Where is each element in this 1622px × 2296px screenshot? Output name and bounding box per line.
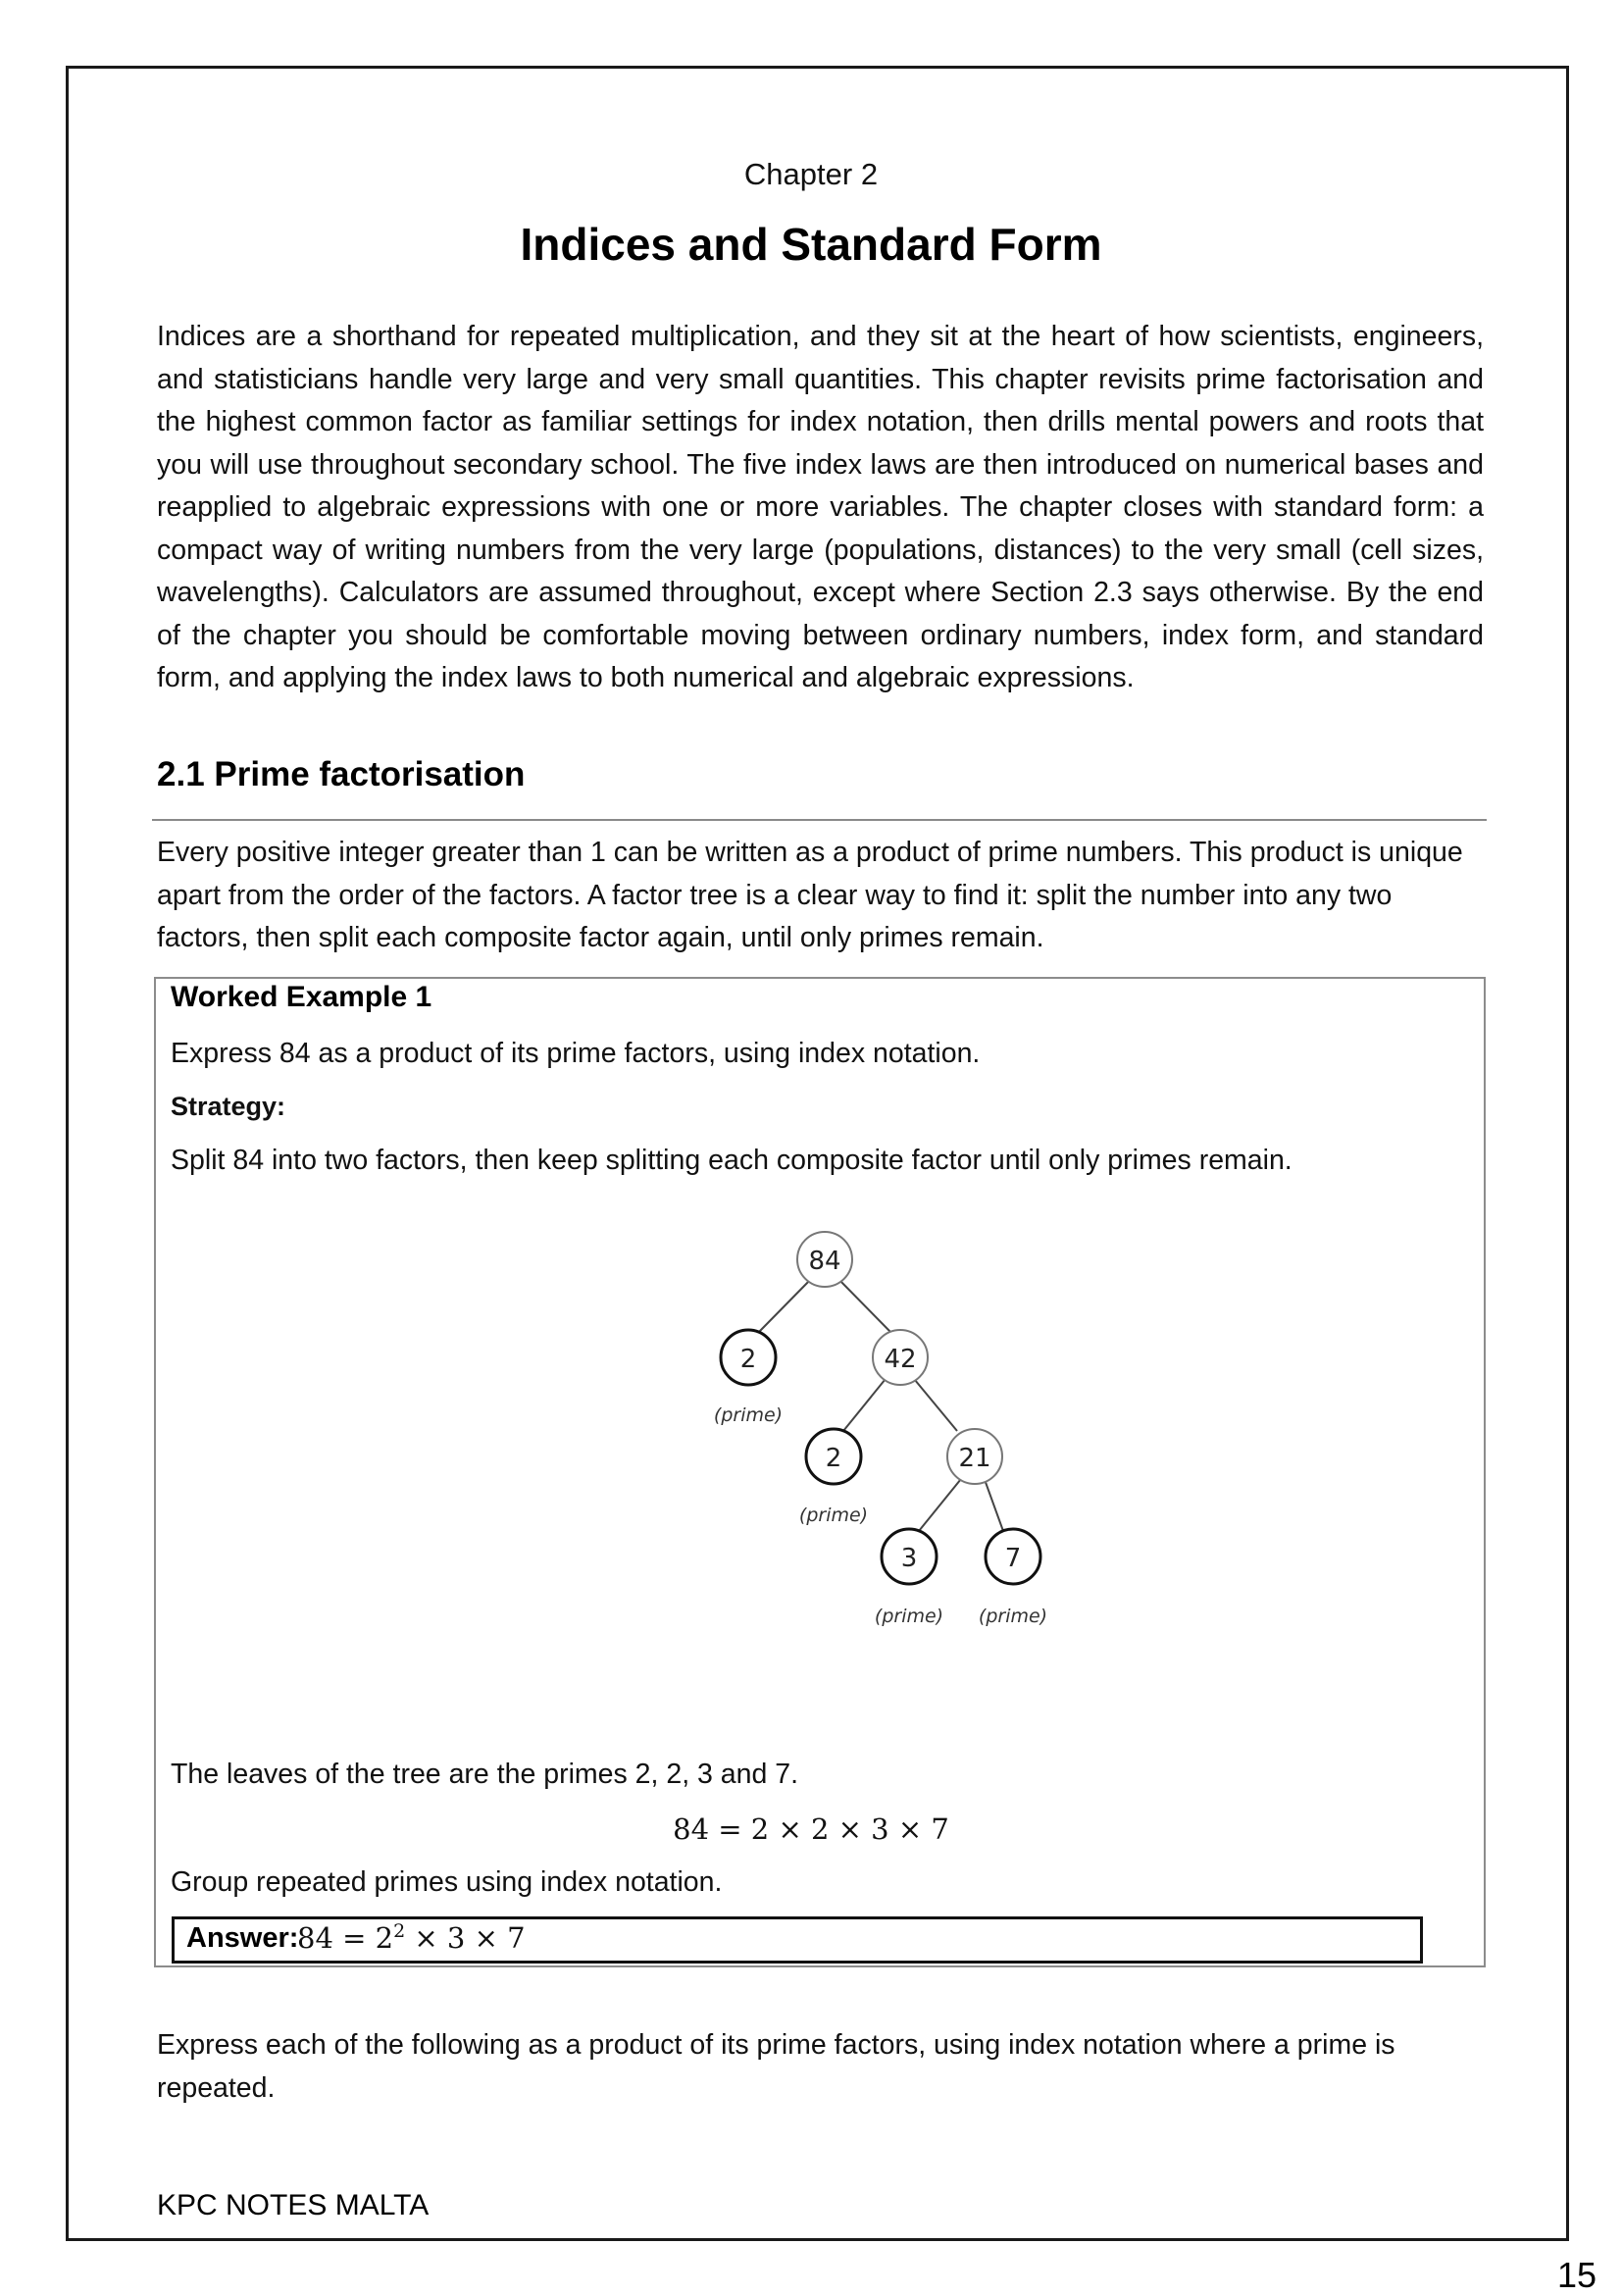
prime-label: (prime) bbox=[798, 1505, 869, 1526]
answer-rest: × 3 × 7 bbox=[405, 1921, 526, 1955]
tree-node-label: 42 bbox=[884, 1345, 917, 1374]
tree-node-2-left bbox=[721, 1330, 776, 1385]
tree-edge bbox=[759, 1275, 815, 1332]
tree-node-2-middle bbox=[806, 1429, 861, 1484]
section-divider bbox=[152, 819, 1487, 821]
product-equation: 84 = 2 × 2 × 3 × 7 bbox=[673, 1812, 949, 1846]
tree-edge bbox=[919, 1474, 965, 1531]
chapter-label: Chapter 2 bbox=[743, 157, 879, 191]
tree-node-21 bbox=[947, 1429, 1002, 1484]
intro-paragraph: Indices are a shorthand for repeated multiplication, and they sit at the heart of how scientists, engineers, and statisticians handle very large and very small quantities. This chapter revisits prime factorisation and the highest common factor as familiar settings for index notation, then drills mental powers and roots that you will use throughout secondary school. The five index laws are then introduced on numerical bases and reapplied to algebraic expressions with one or more variables. The chapter closes with standard form: a compact way of writing numbers from the very large (populations, distances) to the very small (cell sizes, wavelengths). Calculators are assumed throughout, except where Section 2.3 says otherwise. By the end of the chapter you should be comfortable moving between ordinary numbers, index form, and standard form, and applying the index laws to both numerical and algebraic expressions. bbox=[157, 321, 1484, 693]
answer-expression bbox=[297, 1920, 526, 1955]
answer-label: Answer: bbox=[186, 1922, 299, 1954]
factor-tree-edges bbox=[759, 1275, 1003, 1531]
tree-node-label: 3 bbox=[900, 1544, 918, 1573]
tree-node-84 bbox=[797, 1232, 852, 1287]
prime-label: (prime) bbox=[978, 1606, 1048, 1627]
strategy-text: Split 84 into two factors, then keep splitting each composite factor until only primes remain. bbox=[171, 1145, 1293, 1176]
footer-label: KPC NOTES MALTA bbox=[157, 2189, 430, 2221]
tree-edge bbox=[843, 1374, 889, 1431]
prime-label: (prime) bbox=[874, 1606, 944, 1627]
prime-label: (prime) bbox=[713, 1404, 784, 1426]
group-text: Group repeated primes using index notation. bbox=[171, 1866, 723, 1898]
tree-node-label: 84 bbox=[808, 1247, 841, 1276]
page-number: 15 bbox=[1557, 2255, 1597, 2295]
tree-node-3 bbox=[882, 1529, 937, 1584]
tree-node-label: 2 bbox=[825, 1444, 842, 1473]
section-heading: 2.1 Prime factorisation bbox=[157, 755, 526, 793]
worked-example-title: Worked Example 1 bbox=[171, 981, 432, 1013]
exercise-intro: Express each of the following as a product of its prime factors, using index notation where a prime is repeated. bbox=[157, 2029, 1395, 2104]
factor-tree-diagram bbox=[667, 1226, 1098, 1648]
answer-base: 84 = 2 bbox=[297, 1921, 394, 1955]
leaves-text: The leaves of the tree are the primes 2, 2, 3 and 7. bbox=[171, 1759, 799, 1790]
chapter-title: Indices and Standard Form bbox=[520, 219, 1102, 270]
tree-node-7 bbox=[986, 1529, 1040, 1584]
tree-node-label: 7 bbox=[1004, 1544, 1022, 1573]
tree-node-label: 2 bbox=[739, 1345, 757, 1374]
tree-edge bbox=[835, 1275, 890, 1332]
tree-edge bbox=[910, 1374, 957, 1431]
worked-example-question: Express 84 as a product of its prime factors, using index notation. bbox=[171, 1038, 981, 1069]
strategy-label: Strategy: bbox=[171, 1092, 286, 1121]
tree-node-label: 21 bbox=[958, 1444, 991, 1473]
tree-node-42 bbox=[873, 1330, 928, 1385]
answer-exponent: 2 bbox=[393, 1920, 406, 1942]
section-body: Every positive integer greater than 1 can be written as a product of prime numbers. This product is unique apart from the order of the factors. A factor tree is a clear way to find it: split the number into any two factors, then split each composite factor again, until only primes remain. bbox=[157, 837, 1463, 953]
